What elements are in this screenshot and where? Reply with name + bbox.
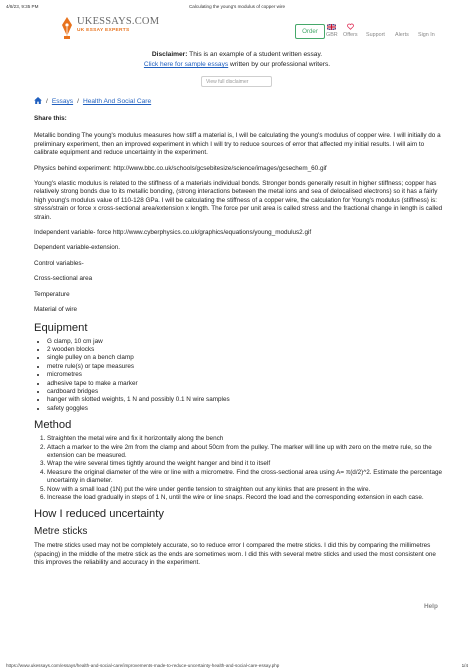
breadcrumb-separator: / <box>46 98 48 105</box>
list-item: • G clamp, 10 cm jaw <box>47 338 444 346</box>
list-item: • 2 wooden blocks <box>47 346 444 354</box>
method-heading: Method <box>34 419 72 432</box>
list-item: 4. Measure the original diameter of the wire or line with a micrometre. Find the cross-sectional area using A= π(d/2)^2. Estimate the percentage uncertainty in diameter. <box>47 469 444 486</box>
list-item: 5. Now with a small load (1N) put the wire under gentle tension to straighten out any kinks that are present in the wire. <box>47 486 444 494</box>
share-label: Share this: <box>34 115 67 122</box>
list-item: • adhesive tape to make a marker <box>47 380 444 388</box>
elastic-modulus-paragraph: Young's elastic modulus is related to the stiffness of a materials individual bonds. Stronger bonds generally result in higher stiffness; copper has relatively strong bonds due to its metallic bonding, (strong interactions between the metal ions and sea of delocalised electrons) so it has a fairly high young's modulus value of 110-128 GPa. I will be calculating the stiffness of a copper wire, the calculation for Young's modulus (stiffness) is: stress/strain or force x cross-sectional area/extension x length. The force per unit area is called stress and the fractional change in length is called strain. <box>34 180 443 221</box>
view-full-disclaimer-button[interactable]: View full disclaimer <box>201 76 272 87</box>
breadcrumb-separator: / <box>77 98 79 105</box>
pen-nib-icon <box>60 16 74 40</box>
control-material: Material of wire <box>34 306 78 314</box>
site-logo[interactable] <box>60 16 159 40</box>
metre-sticks-heading: Metre sticks <box>34 526 88 538</box>
print-header <box>0 1 474 11</box>
nav-offers-label: Offers <box>343 32 358 38</box>
list-item: • hanger with slotted weights, 1 N and possibly 0.1 N wire samples <box>47 396 444 404</box>
print-footer <box>0 660 474 670</box>
control-temperature: Temperature <box>34 290 70 298</box>
disclaimer-link-tail: written by our professional writers. <box>228 61 331 68</box>
list-item: 3. Wrap the wire several times tightly around the weight hanger and bind it to itself <box>47 460 444 468</box>
breadcrumb <box>34 97 151 106</box>
list-item: • single pulley on a bench clamp <box>47 354 444 362</box>
list-item: 6. Increase the load gradually in steps of 1 N, until the wire or line snaps. Record the load and the corresponding extension in each case. <box>47 494 444 502</box>
disclaimer-label: Disclaimer: <box>151 51 188 58</box>
list-item: • metre rule(s) or tape measures <box>47 363 444 371</box>
control-variables: Control variables- <box>34 259 84 267</box>
print-page-number: 1/4 <box>461 662 468 668</box>
nav-support[interactable] <box>366 22 385 38</box>
article-body <box>34 115 444 575</box>
control-cross-sectional-area: Cross-sectional area <box>34 275 93 283</box>
nav-country-label: GBR <box>326 32 338 38</box>
nav-offers[interactable] <box>343 22 358 38</box>
home-icon[interactable] <box>34 97 42 106</box>
nav-alerts[interactable] <box>395 22 409 38</box>
site-header <box>0 14 474 48</box>
physics-paragraph: Physics behind experiment: http://www.bbc.co.uk/schools/gcsebitesize/science/images/gcsechem_60.gif <box>34 164 327 172</box>
list-item: 1. Straighten the metal wire and fix it horizontally along the bench <box>47 435 444 443</box>
print-url: https://www.ukessays.com/essays/health-and-social-care/improvements-made-to-reduce-uncertainty-health-and-social-care-essay.php <box>6 662 280 668</box>
disclaimer-text: This is an example of a student written essay. <box>187 51 323 58</box>
dependent-variable: Dependent variable-extension. <box>34 244 121 252</box>
method-list <box>34 435 444 502</box>
disclaimer-banner <box>0 50 474 70</box>
nav-sign-in[interactable] <box>418 22 435 38</box>
breadcrumb-essays[interactable]: Essays <box>51 98 74 105</box>
list-item: • cardboard bridges <box>47 388 444 396</box>
help-button[interactable]: Help <box>424 603 438 610</box>
uncertainty-heading: How I reduced uncertainty <box>34 508 164 521</box>
nav-country[interactable] <box>326 22 338 38</box>
sample-essays-link[interactable]: Click here for sample essays <box>143 61 229 68</box>
nav-alerts-label: Alerts <box>395 32 409 38</box>
order-button[interactable]: Order <box>295 24 325 39</box>
equipment-heading: Equipment <box>34 321 88 334</box>
nav-sign-in-label: Sign In <box>418 32 435 38</box>
intro-paragraph: Metallic bonding The young's modulus measures how stiff a material is, I will be calculating the young's modulus of copper wire. I will initially do a preliminary experiment, then an improved experiment in which I will try to reduce sources of error that affected my initial results. I will aim to calibrate equipment and reduce uncertainty in the experiment. <box>34 132 441 157</box>
list-item: 2. Attach a marker to the wire 2m from the clamp and about 50cm from the pulley. The marker will line up with zero on the metre rule, so the extension can be measured. <box>47 444 444 461</box>
print-date: 4/8/23, 9:35 PM <box>6 3 39 9</box>
nav-support-label: Support <box>366 32 385 38</box>
brand-name: UKESSAYS.COM <box>77 16 160 27</box>
independent-variable: Independent variable- force http://www.cyberphysics.co.uk/graphics/equations/young_modulus2.gif <box>34 229 312 237</box>
equipment-list <box>34 338 444 414</box>
metre-sticks-paragraph: The metre sticks used may not be completely accurate, so to reduce error I compared the metre sticks. I did this by comparing the millimetres (spacing) in the middle of the metre stick as the ends are sometimes worn. I did this with several metre sticks and used the most consistent one this improves the reliability and accuracy in the experiment. <box>34 542 436 567</box>
list-item: • micrometres <box>47 371 444 379</box>
list-item: • safety goggles <box>47 405 444 413</box>
uk-flag-icon <box>326 22 338 31</box>
brand-tagline: UK ESSAY EXPERTS <box>77 28 130 33</box>
breadcrumb-health-and-social-care[interactable]: Health And Social Care <box>82 98 152 105</box>
heart-icon <box>343 22 358 31</box>
print-title: Calculating the young's modulus of copper wire <box>188 3 286 9</box>
